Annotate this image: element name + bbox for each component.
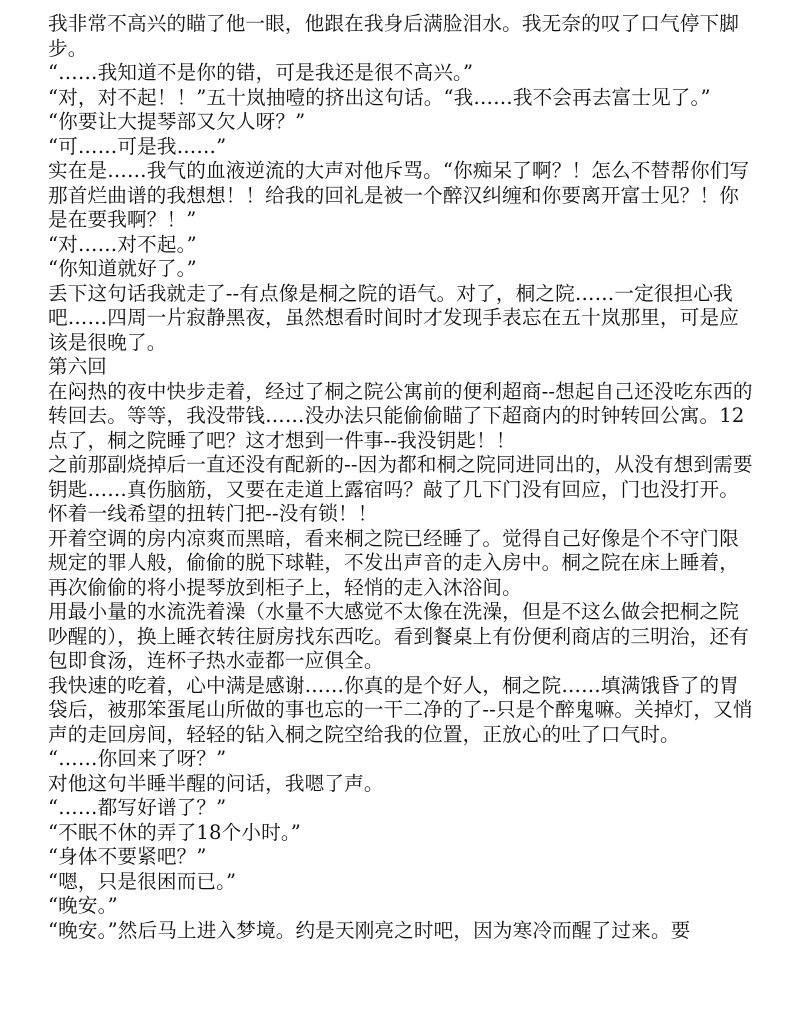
paragraph-5: “可……可是我……” <box>48 134 227 158</box>
paragraph-22: “晚安。”然后马上进入梦境。约是天刚亮之时吧，因为寒冷而醒了过来。要 <box>48 918 691 942</box>
paragraph-17: “……都写好谱了？” <box>48 796 227 819</box>
paragraph-12: 开着空调的房内凉爽而黑暗，看来桐之院已经睡了。觉得自己好像是个不守门限规定的罪人般，偷偷的脱下球鞋，不发出声音的走入房中。桐之院在床上睡着，再次偷偷的将小提琴放到柜子上，轻悄的走入沐浴间。 <box>48 526 740 599</box>
paragraph-19: “身体不要紧吧？” <box>48 845 207 868</box>
paragraph-13: 用最小量的水流洗着澡（水量不大感觉不太像在洗澡，但是不这么做会把桐之院吵醒的），换上睡衣转往厨房找东西吃。看到餐桌上有份便利商店的三明治，还有包即食汤，连杯子热水壶都一应俱全。 <box>48 600 749 672</box>
paragraph-18: “不眠不休的弄了18个小时。” <box>48 820 301 844</box>
paragraph-11: 之前那副烧掉后一直还没有配新的--因为都和桐之院同进同出的，从没有想到需要钥匙……真伤脑筋，又要在走道上露宿吗？敲了几下门没有回应，门也没打开。怀着一线希望的扭转门把--没有锁！！ <box>48 453 753 525</box>
chapter-heading: 第六回 <box>48 355 107 378</box>
paragraph-4: “你要让大提琴部又欠人呀？” <box>48 110 306 133</box>
paragraph-20: “嗯，只是很困而已。” <box>48 869 237 893</box>
paragraph-15: “……你回来了呀？” <box>48 747 227 770</box>
paragraph-10: 在闷热的夜中快步走着，经过了桐之院公寓前的便利超商--想起自己还没吃东西的转回去。等等，我没带钱……没办法只能偷偷瞄了下超商内的时钟转回公寓。12点了，桐之院睡了吧？这才想到一件事--我没钥匙！！ <box>48 379 753 452</box>
paragraph-1: 我非常不高兴的瞄了他一眼，他跟在我身后满脸泪水。我无奈的叹了口气停下脚步。 <box>48 12 740 60</box>
paragraph-7: “对……对不起。” <box>48 232 197 256</box>
paragraph-21: “晚安。” <box>48 894 118 917</box>
paragraph-2: “……我知道不是你的错，可是我还是很不高兴。” <box>48 61 474 84</box>
paragraph-16: 对他这句半睡半醒的问话，我嗯了声。 <box>48 771 384 795</box>
paragraph-14: 我快速的吃着，心中满是感谢……你真的是个好人，桐之院……填满饿昏了的胃袋后，被那笨蛋尾山所做的事也忘的一干二净的了--只是个醉鬼嘛。关掉灯，又悄声的走回房间，轻轻的钻入桐之院空给我的位置，正放心的吐了口气时。 <box>48 673 753 746</box>
paragraph-3: “对，对不起！！”五十岚抽噎的挤出这句话。“我……我不会再去富士见了。” <box>48 85 711 109</box>
paragraph-6: 实在是……我气的血液逆流的大声对他斥骂。“你痴呆了啊？！怎么不替帮你们写那首烂曲谱的我想想！！给我的回礼是被一个醉汉纠缠和你要离开富士见？！你是在要我啊？！” <box>48 159 750 231</box>
paragraph-8: “你知道就好了。” <box>48 257 197 280</box>
paragraph-9: 丢下这句话我就走了--有点像是桐之院的语气。对了，桐之院……一定很担心我吧……四周一片寂静黑夜，虽然想看时间时才发现手表忘在五十岚那里，可是应该是很晚了。 <box>48 281 740 354</box>
